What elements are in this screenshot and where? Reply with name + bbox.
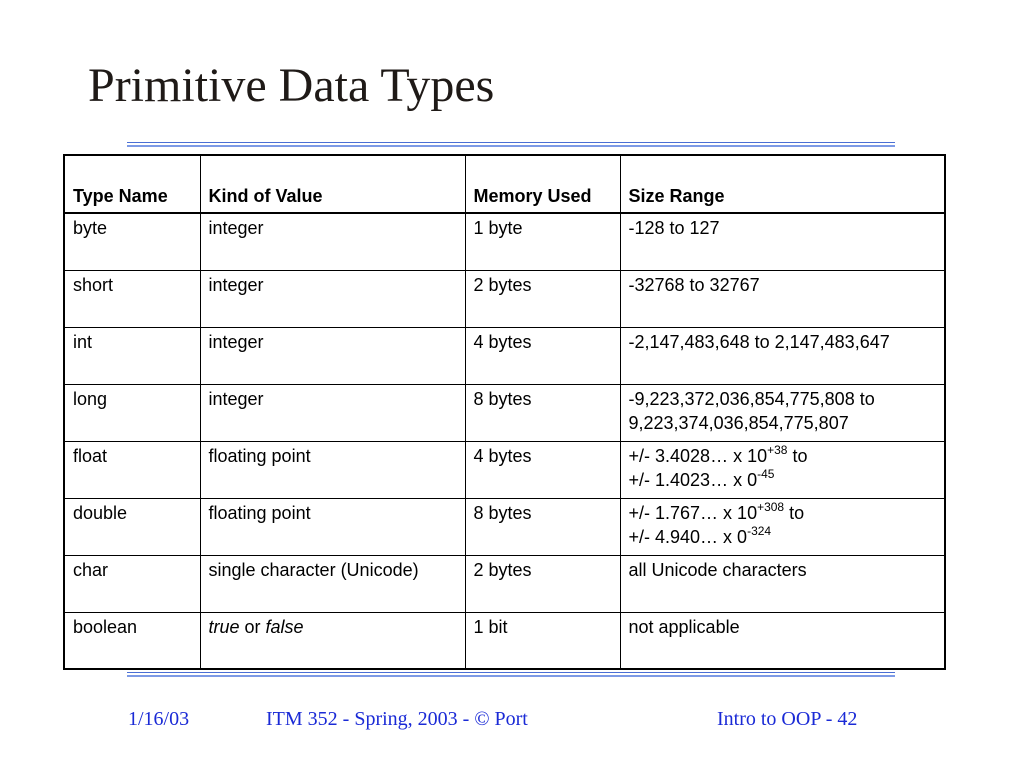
header-size-range: Size Range <box>620 155 945 213</box>
cell-memory: 1 byte <box>465 213 620 270</box>
table-row <box>64 555 945 612</box>
cell-range <box>620 384 945 441</box>
kind-true: true <box>208 616 240 637</box>
cell-range: -32768 to 32767 <box>620 270 945 327</box>
range-suffix: to <box>787 445 808 466</box>
cell-range: not applicable <box>620 612 945 669</box>
range-line-1: -9,223,372,036,854,775,808 to <box>628 388 875 409</box>
footer-course: ITM 352 - Spring, 2003 - © Port <box>266 708 528 730</box>
range-base: +/- 4.940… x 0 <box>628 526 748 547</box>
title-divider <box>127 142 895 148</box>
cell-memory: 1 bit <box>465 612 620 669</box>
range-line-2 <box>629 525 937 549</box>
range-exponent: -45 <box>757 466 775 481</box>
cell-memory: 4 bytes <box>465 327 620 384</box>
range-line-1 <box>629 444 937 468</box>
table-row <box>64 498 945 555</box>
footer-divider <box>127 672 895 678</box>
cell-type: boolean <box>64 612 200 669</box>
cell-kind <box>200 612 465 669</box>
cell-type: float <box>64 441 200 498</box>
range-base: +/- 1.4023… x 0 <box>628 469 758 490</box>
cell-type: short <box>64 270 200 327</box>
cell-range: -128 to 127 <box>620 213 945 270</box>
cell-range <box>620 441 945 498</box>
cell-kind: floating point <box>200 498 465 555</box>
table-header-row <box>64 155 945 213</box>
cell-kind: single character (Unicode) <box>200 555 465 612</box>
cell-range: all Unicode characters <box>620 555 945 612</box>
cell-kind: integer <box>200 384 465 441</box>
cell-type: double <box>64 498 200 555</box>
header-type-name: Type Name <box>64 155 200 213</box>
table-row <box>64 213 945 270</box>
cell-memory: 2 bytes <box>465 555 620 612</box>
range-exponent: +308 <box>757 499 785 514</box>
table-row <box>64 270 945 327</box>
range-base: +/- 1.767… x 10 <box>628 502 758 523</box>
kind-false: false <box>265 616 304 637</box>
table-row <box>64 441 945 498</box>
cell-type: int <box>64 327 200 384</box>
cell-kind: integer <box>200 213 465 270</box>
range-suffix: to <box>784 502 805 523</box>
range-exponent: +38 <box>767 442 788 457</box>
cell-memory: 4 bytes <box>465 441 620 498</box>
cell-kind: integer <box>200 270 465 327</box>
footer-page-number: Intro to OOP - 42 <box>717 708 858 730</box>
range-base: +/- 3.4028… x 10 <box>628 445 768 466</box>
table-row <box>64 384 945 441</box>
cell-range <box>620 498 945 555</box>
cell-type: byte <box>64 213 200 270</box>
range-exponent: -324 <box>747 523 772 538</box>
footer-date: 1/16/03 <box>128 708 190 730</box>
range-line-2: 9,223,374,036,854,775,807 <box>628 412 849 433</box>
cell-type: long <box>64 384 200 441</box>
header-kind-of-value: Kind of Value <box>200 155 465 213</box>
data-types-table <box>63 154 946 670</box>
cell-memory: 2 bytes <box>465 270 620 327</box>
cell-memory: 8 bytes <box>465 384 620 441</box>
range-line-1 <box>629 501 937 525</box>
cell-type: char <box>64 555 200 612</box>
table-row <box>64 612 945 669</box>
range-line-2 <box>629 468 937 492</box>
cell-memory: 8 bytes <box>465 498 620 555</box>
cell-kind: integer <box>200 327 465 384</box>
table-row <box>64 327 945 384</box>
cell-range: -2,147,483,648 to 2,147,483,647 <box>620 327 945 384</box>
header-memory-used: Memory Used <box>465 155 620 213</box>
kind-or: or <box>239 616 266 637</box>
slide-title: Primitive Data Types <box>88 59 495 112</box>
cell-kind: floating point <box>200 441 465 498</box>
